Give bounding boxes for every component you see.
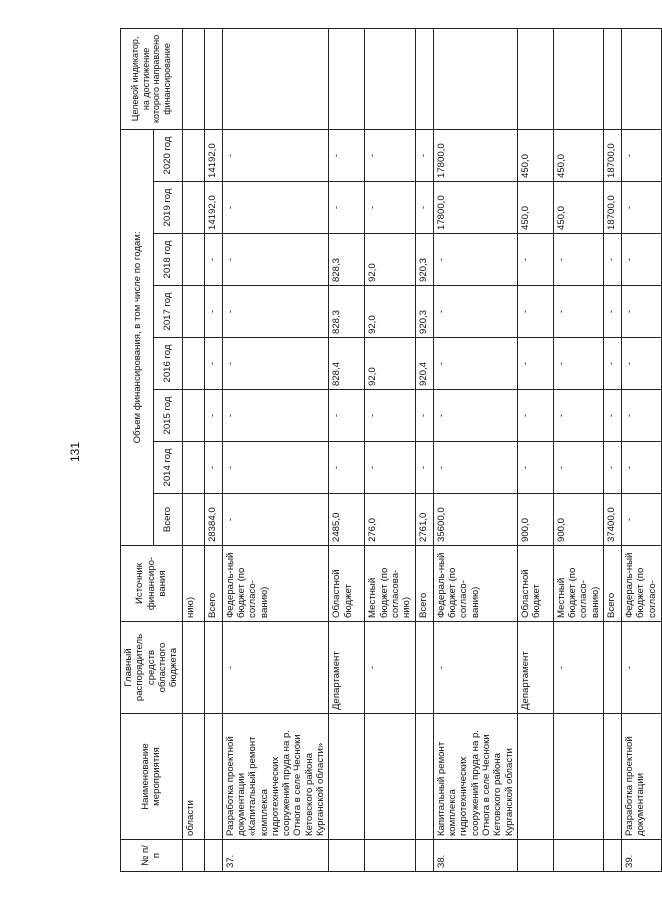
cell-value: 92,0: [365, 338, 415, 390]
cell-name: Разработка проектной документации: [622, 714, 662, 840]
cell-indicator: [433, 28, 517, 129]
cell-value: -: [433, 390, 517, 442]
cell-value: -: [204, 286, 222, 338]
header-num: № п/п: [121, 840, 183, 872]
cell-value: -: [365, 390, 415, 442]
header-year-2017: 2017 год: [154, 286, 182, 338]
table-row: [365, 28, 415, 871]
cell-source: Всего: [204, 546, 222, 622]
cell-name: [517, 714, 553, 840]
cell-name: [329, 714, 365, 840]
cell-indicator: [204, 28, 222, 129]
cell-value: 35600,0: [433, 494, 517, 546]
cell-value: -: [415, 442, 433, 494]
header-year-2016: 2016 год: [154, 338, 182, 390]
cell-value: -: [604, 390, 622, 442]
header-name: Наименование мероприятия: [121, 714, 183, 840]
cell-name: [553, 714, 603, 840]
cell-value: -: [415, 182, 433, 234]
rotated-page: [120, 29, 658, 872]
cell-manager: -: [365, 622, 415, 714]
cell-value: 18700,0: [604, 129, 622, 181]
cell-value: -: [553, 390, 603, 442]
cell-value: -: [433, 338, 517, 390]
cell-value: -: [517, 442, 553, 494]
cell-name: [204, 714, 222, 840]
cell-value: -: [365, 442, 415, 494]
cell-indicator: [622, 28, 662, 129]
cell-value: 92,0: [365, 286, 415, 338]
cell-indicator: [415, 28, 433, 129]
cell-name: [604, 714, 622, 840]
cell-source: Областной бюджет: [329, 546, 365, 622]
cell-value: -: [553, 234, 603, 286]
header-year-2018: 2018 год: [154, 234, 182, 286]
cell-value: 276,0: [365, 494, 415, 546]
cell-manager: Департамент: [329, 622, 365, 714]
cell-value: -: [365, 129, 415, 181]
cell-value: -: [433, 286, 517, 338]
cell-manager: -: [553, 622, 603, 714]
cell-value: -: [204, 390, 222, 442]
cell-source: Всего: [604, 546, 622, 622]
header-indicator: Целевой индикатор, на достижение которого направлено финансирование: [121, 28, 183, 129]
table-row: [329, 28, 365, 871]
cell-manager: [604, 622, 622, 714]
cell-manager: -: [433, 622, 517, 714]
cell-manager: [204, 622, 222, 714]
cell-source: Местный бюджет (по согласова-нию): [365, 546, 415, 622]
cell-value: -: [204, 234, 222, 286]
cell-value: 2485,0: [329, 494, 365, 546]
cell-name: [365, 714, 415, 840]
cell-value: -: [517, 234, 553, 286]
cell-value: 2761,0: [415, 494, 433, 546]
cell-value: 450,0: [517, 182, 553, 234]
cell-indicator: [222, 28, 329, 129]
header-year-2015: 2015 год: [154, 390, 182, 442]
cell-value: -: [604, 286, 622, 338]
cell-value: -: [604, 442, 622, 494]
cell-manager: -: [222, 622, 329, 714]
cell-value: -: [622, 338, 662, 390]
cell-value: -: [222, 234, 329, 286]
cell-num: [553, 840, 603, 872]
table-row: [517, 28, 553, 871]
cell-value: -: [415, 129, 433, 181]
cell-value: 450,0: [517, 129, 553, 181]
cell-indicator: [517, 28, 553, 129]
cell-value: 18700,0: [604, 182, 622, 234]
cell-value: 900,0: [553, 494, 603, 546]
cell-value: 17800,0: [433, 182, 517, 234]
cell-source: Областной бюджет: [517, 546, 553, 622]
cell-value: -: [433, 442, 517, 494]
table-row: [604, 28, 622, 871]
cell-value: -: [622, 234, 662, 286]
cell-value: -: [222, 338, 329, 390]
header-year-2014: 2014 год: [154, 442, 182, 494]
cell-value: 900,0: [517, 494, 553, 546]
cell-value: 828,4: [329, 338, 365, 390]
cell-name: Разработка проектной документации «Капитальный ремонт комплекса гидротехнических сооружений пруда на р. Отнога в селе Чесноки Кетовского района Курганской области»: [222, 714, 329, 840]
cell-value: -: [415, 390, 433, 442]
cell-value: -: [622, 129, 662, 181]
cell-value: -: [329, 182, 365, 234]
cell-num: [204, 840, 222, 872]
cell-value: 828,3: [329, 286, 365, 338]
table-row: [622, 28, 662, 871]
cell-source: Всего: [415, 546, 433, 622]
cell-num: [604, 840, 622, 872]
cell-num: [517, 840, 553, 872]
cell-manager: [415, 622, 433, 714]
cell-value: -: [553, 338, 603, 390]
cell-value: 92,0: [365, 234, 415, 286]
cell-value: -: [204, 442, 222, 494]
table-row: [204, 28, 222, 871]
table-row: [553, 28, 603, 871]
cell-indicator: [604, 28, 622, 129]
cell-value: 920,3: [415, 234, 433, 286]
cell-value: -: [329, 390, 365, 442]
cell-num: 38.: [433, 840, 517, 872]
cell-value: 920,3: [415, 286, 433, 338]
cell-indicator: [182, 28, 204, 129]
cell-value: -: [622, 442, 662, 494]
cell-value: -: [365, 182, 415, 234]
cell-value: 450,0: [553, 129, 603, 181]
cell-num: 39.: [622, 840, 662, 872]
cell-name: [415, 714, 433, 840]
cell-indicator: [553, 28, 603, 129]
cell-value: 37400,0: [604, 494, 622, 546]
header-volume: Объем финансирования, в том числе по годам:: [121, 129, 154, 545]
cell-value: 17800,0: [433, 129, 517, 181]
cell-value: -: [622, 182, 662, 234]
cell-source: Федераль-ный бюджет (по согласо-: [622, 546, 662, 622]
cell-value: 28384,0: [204, 494, 222, 546]
cell-value: -: [622, 390, 662, 442]
page-number: 131: [68, 441, 82, 463]
table-row-continuation: [182, 28, 204, 871]
cell-source: Местный бюджет (по согласо-ванию): [553, 546, 603, 622]
cell-num: [415, 840, 433, 872]
header-total: Всего: [154, 494, 182, 546]
cell-value: 920,4: [415, 338, 433, 390]
cell-value: -: [222, 494, 329, 546]
cell-indicator: [365, 28, 415, 129]
header-manager: Главный распорядитель средств областного бюджета: [121, 622, 183, 714]
cell-name: Капитальный ремонт комплекса гидротехнических сооружений пруда на р. Отнога в селе Чесноки Кетовского района Курганской области: [433, 714, 517, 840]
cell-value: -: [222, 442, 329, 494]
table-rows: [204, 28, 662, 871]
header-source: Источник финансиро-вания: [121, 546, 183, 622]
cell-value: -: [604, 234, 622, 286]
cell-value: 14192,0: [204, 129, 222, 181]
table-row: [433, 28, 517, 871]
cell-manager: -: [622, 622, 662, 714]
header-year-2020: 2020 год: [154, 129, 182, 181]
financing-table: [120, 28, 662, 872]
cell-source: Федераль-ный бюджет (по согласо-ванию): [433, 546, 517, 622]
cell-value: -: [222, 286, 329, 338]
cell-value: -: [604, 338, 622, 390]
cell-manager: Департамент: [517, 622, 553, 714]
cell-manager: [182, 622, 204, 714]
cell-value: 828,3: [329, 234, 365, 286]
cell-value: -: [204, 338, 222, 390]
cell-value: -: [553, 442, 603, 494]
cell-value: -: [622, 286, 662, 338]
cell-value: -: [553, 286, 603, 338]
cell-value: -: [222, 129, 329, 181]
header-year-2019: 2019 год: [154, 182, 182, 234]
cell-indicator: [329, 28, 365, 129]
cell-num: [182, 840, 204, 872]
cell-value: 450,0: [553, 182, 603, 234]
cell-value: -: [329, 129, 365, 181]
cell-num: [329, 840, 365, 872]
cell-value: 14192,0: [204, 182, 222, 234]
cell-value: -: [222, 390, 329, 442]
cell-value: -: [517, 338, 553, 390]
cell-source: нию): [182, 546, 204, 622]
cell-name: области: [182, 714, 204, 840]
table-row: [415, 28, 433, 871]
cell-value: -: [622, 494, 662, 546]
table-row: [222, 28, 329, 871]
cell-value: -: [517, 390, 553, 442]
cell-value: -: [222, 182, 329, 234]
cell-value: -: [433, 234, 517, 286]
cell-num: [365, 840, 415, 872]
cell-source: Федераль-ный бюджет (по согласо-ванию): [222, 546, 329, 622]
cell-value: -: [329, 442, 365, 494]
cell-num: 37.: [222, 840, 329, 872]
cell-value: -: [517, 286, 553, 338]
